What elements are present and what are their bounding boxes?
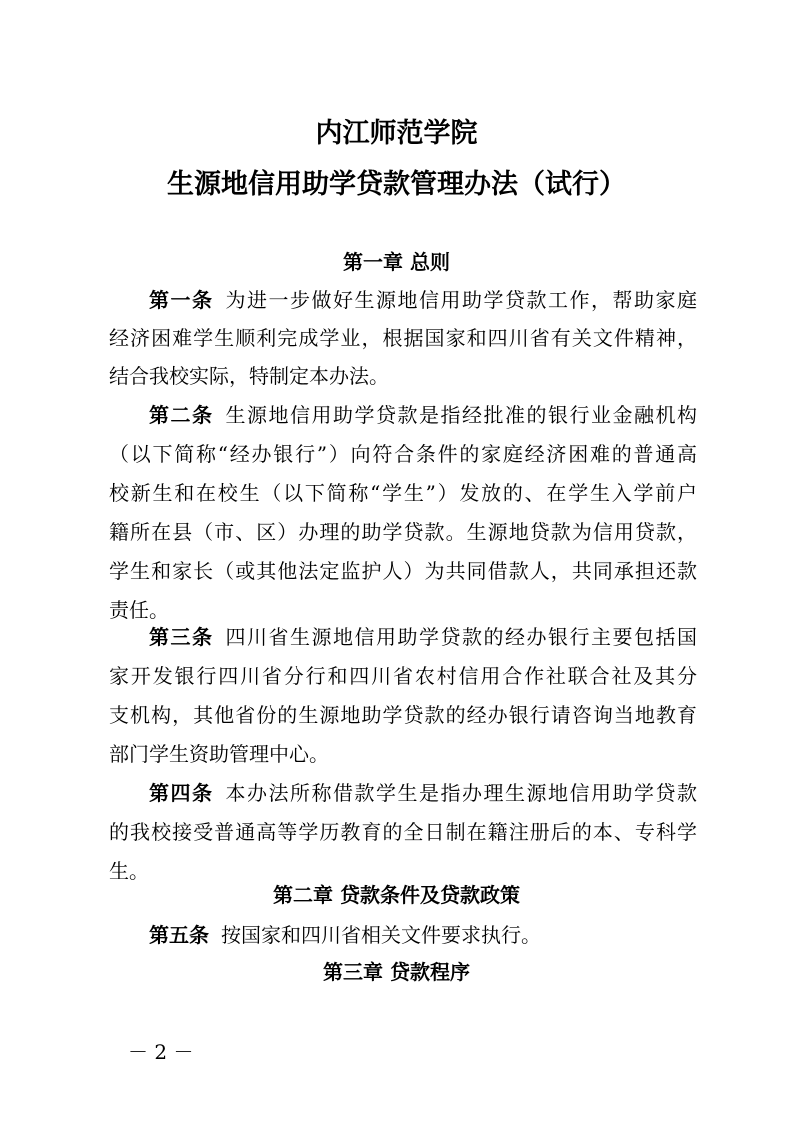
article-3-line-1 <box>149 622 697 652</box>
article-4-line-1 <box>149 778 697 808</box>
article-2-line-2: （以下简称“经办银行”）向符合条件的家庭经济困难的普通高 <box>109 442 697 466</box>
article-3-line-2: 家开发银行四川省分行和四川省农村信用合作社联合社及其分 <box>109 664 697 688</box>
article-5-label: 第五条 <box>149 923 209 947</box>
article-text: 按国家和四川省相关文件要求执行。 <box>221 923 541 947</box>
chapter-heading-2: 第二章 贷款条件及贷款政策 <box>273 883 520 907</box>
chapter-heading-1: 第一章 总则 <box>343 250 450 274</box>
article-1-line-2: 经济困难学生顺利完成学业，根据国家和四川省有关文件精神， <box>109 326 697 350</box>
document-title-regulation: 生源地信用助学贷款管理办法（试行） <box>167 169 626 200</box>
article-5-line-1 <box>149 920 697 950</box>
article-1-line-3: 结合我校实际，特制定本办法。 <box>109 364 389 388</box>
article-2-line-6: 责任。 <box>109 598 169 622</box>
page-number: － 2 － <box>128 1040 194 1064</box>
document-title-institution: 内江师范学院 <box>315 118 478 149</box>
article-text: 为进一步做好生源地信用助学贷款工作，帮助家庭 <box>225 288 697 312</box>
article-1-label: 第一条 <box>149 288 214 312</box>
article-4-line-2: 的我校接受普通高等学历教育的全日制在籍注册后的本、专科学 <box>109 820 697 844</box>
article-4-label: 第四条 <box>149 781 214 805</box>
article-3-line-3: 支机构，其他省份的生源地助学贷款的经办银行请咨询当地教育 <box>109 703 697 727</box>
article-2-line-1 <box>149 400 697 430</box>
chapter-heading-3: 第三章 贷款程序 <box>323 960 470 984</box>
article-3-label: 第三条 <box>149 625 214 649</box>
article-2-line-5: 学生和家长（或其他法定监护人）为共同借款人，共同承担还款 <box>109 559 697 583</box>
article-text: 本办法所称借款学生是指办理生源地信用助学贷款 <box>225 781 697 805</box>
article-2-line-4: 籍所在县（市、区）办理的助学贷款。生源地贷款为信用贷款， <box>109 520 697 544</box>
article-3-line-4: 部门学生资助管理中心。 <box>109 742 329 766</box>
article-4-line-3: 生。 <box>109 859 149 883</box>
article-text: 四川省生源地信用助学贷款的经办银行主要包括国 <box>225 625 697 649</box>
article-text: 生源地信用助学贷款是指经批准的银行业金融机构 <box>225 403 697 427</box>
article-2-line-3: 校新生和在校生（以下简称“学生”）发放的、在学生入学前户 <box>109 481 697 505</box>
article-2-label: 第二条 <box>149 403 214 427</box>
article-1-line-1 <box>149 285 697 315</box>
